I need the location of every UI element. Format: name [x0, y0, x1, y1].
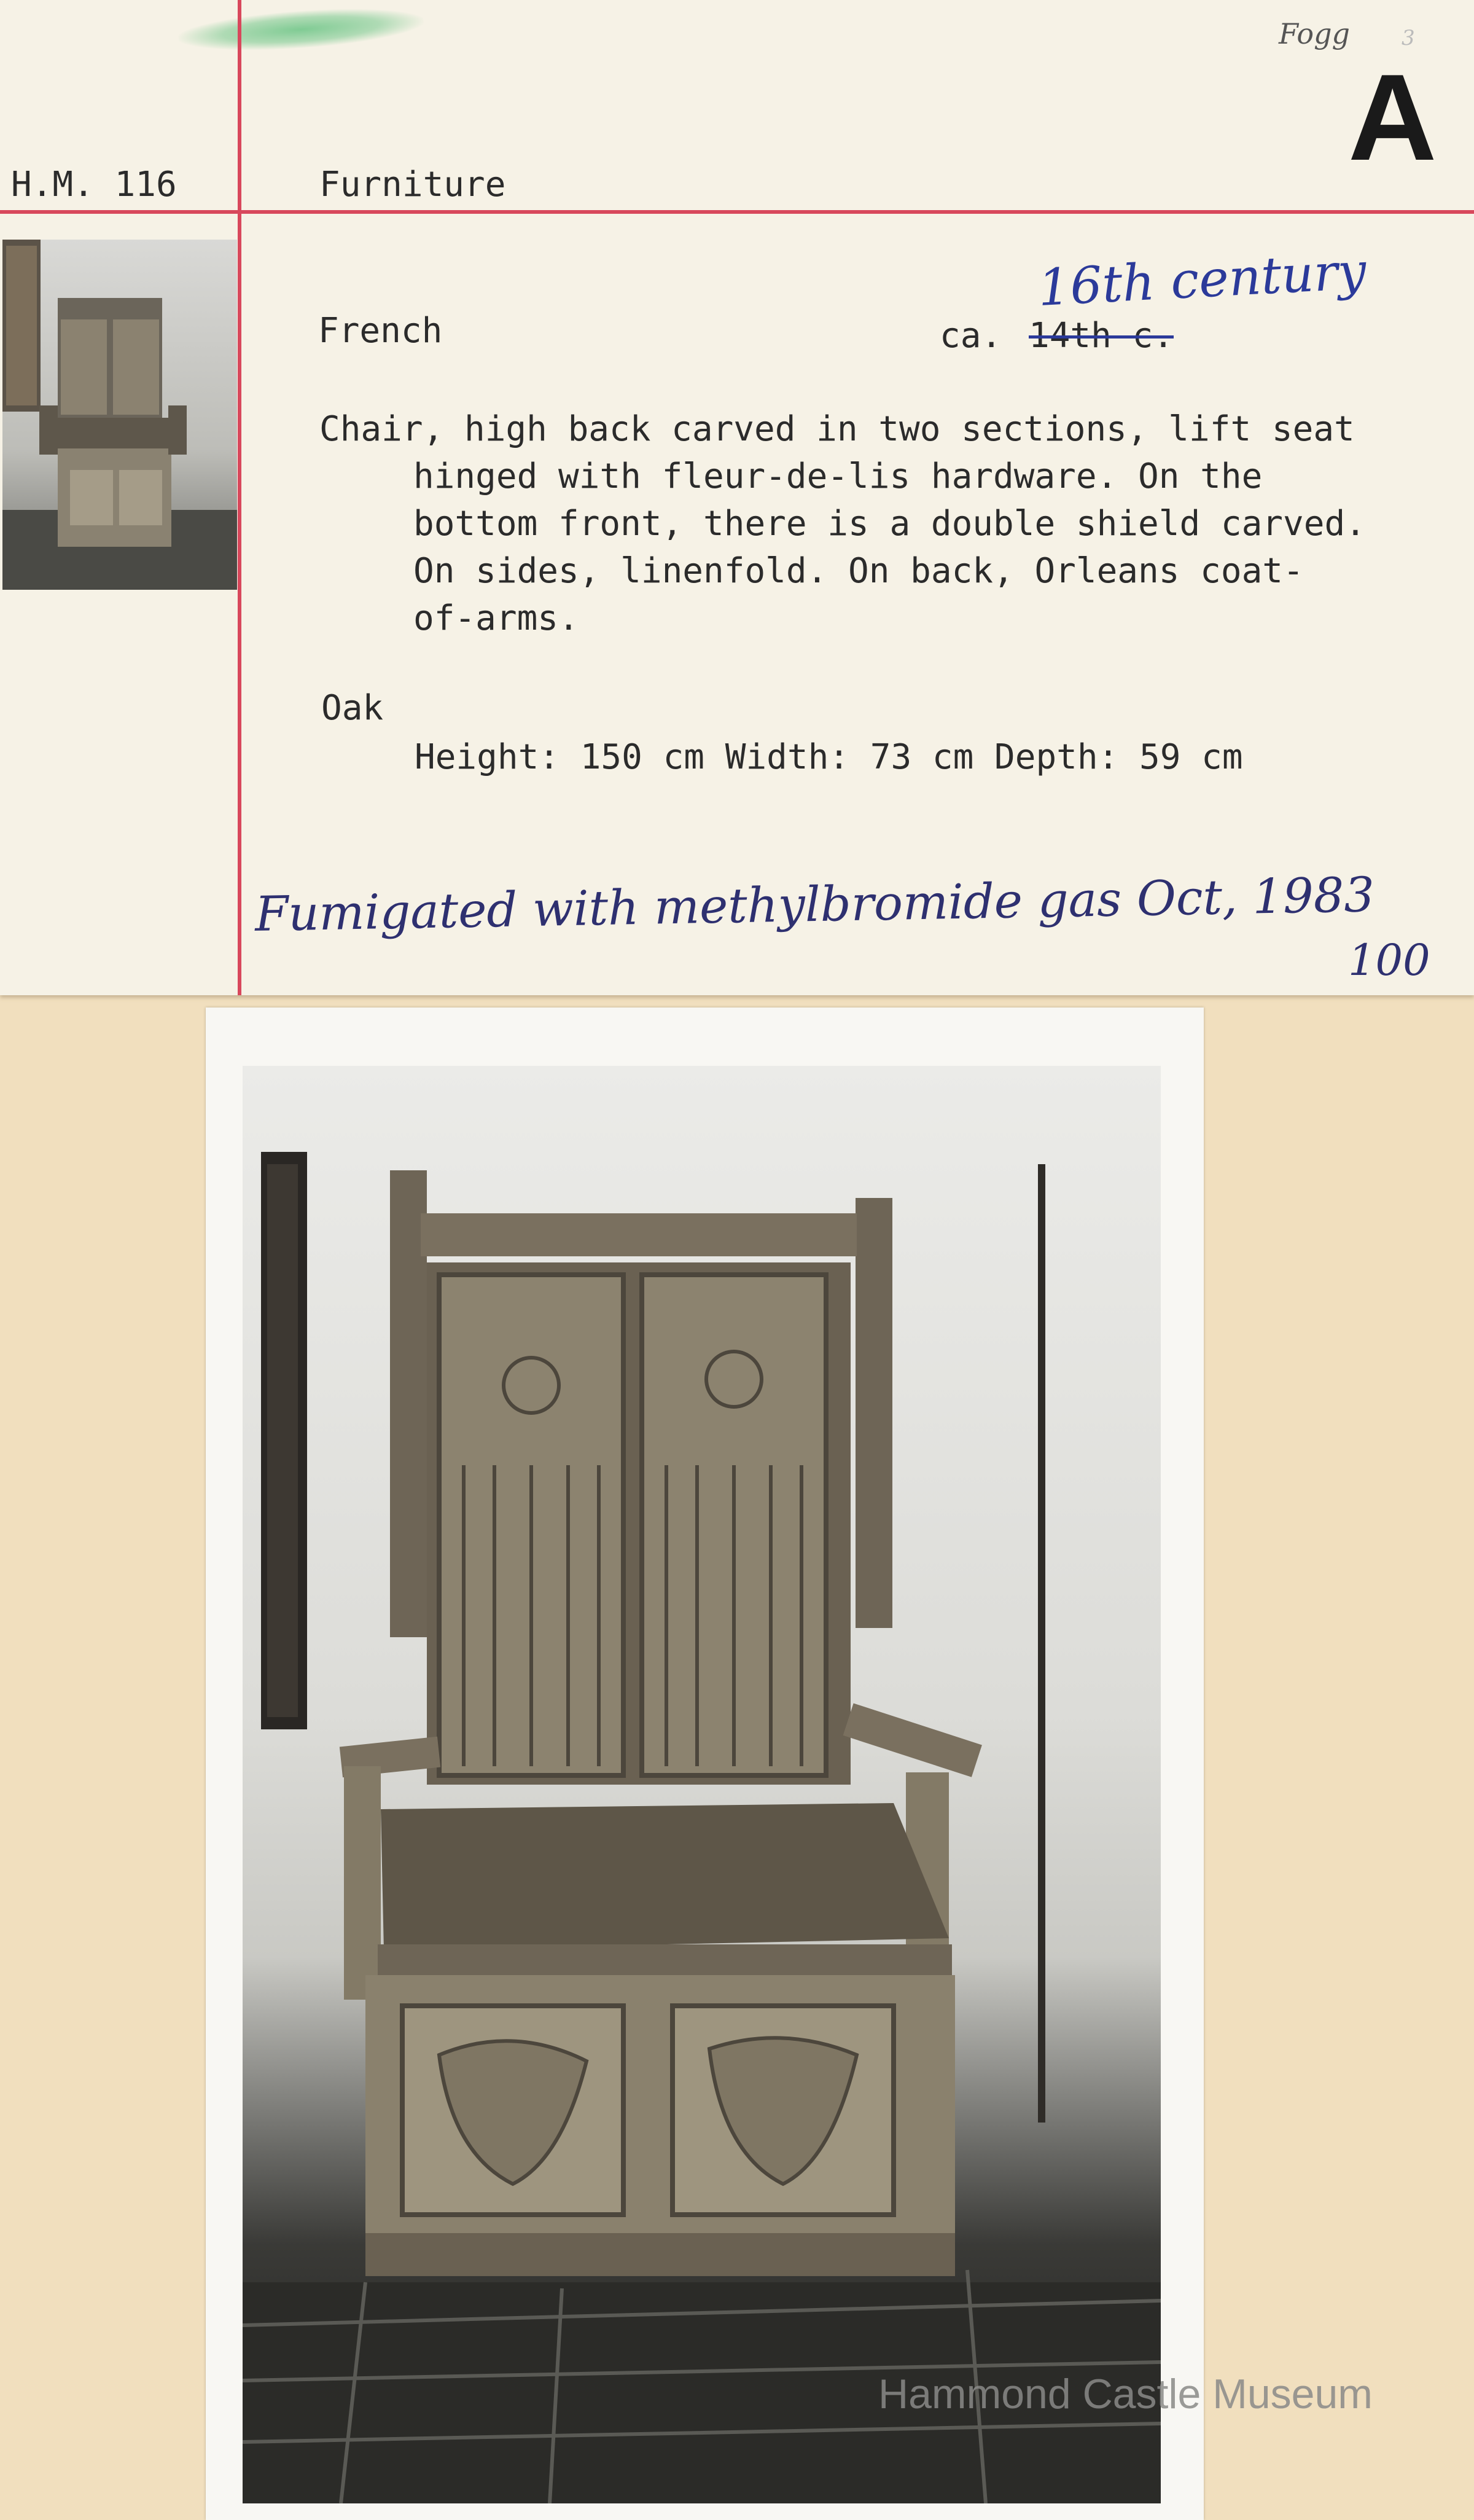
- corner-letter: A: [1348, 49, 1437, 186]
- origin-label: French: [318, 311, 443, 351]
- description-line: of-arms.: [413, 598, 579, 638]
- date-struck: 14th c.: [1029, 316, 1174, 356]
- corner-number: 3: [1402, 26, 1415, 50]
- page-number: 100: [1348, 935, 1430, 985]
- corner-note: Fogg: [1279, 17, 1350, 50]
- accession-number: H.M. 116: [11, 165, 177, 205]
- object-photograph: [206, 1008, 1204, 2520]
- fumigation-note: Fumigated with methylbromide gas Oct, 1983: [254, 867, 1375, 942]
- margin-rule: [238, 0, 241, 995]
- description-line: hinged with fleur-de-lis hardware. On the: [413, 456, 1263, 496]
- header-rule: [0, 210, 1474, 214]
- description-line: On sides, linenfold. On back, Orleans coat-: [413, 551, 1304, 591]
- photo-image: [243, 1066, 1161, 2503]
- dimensions: Height: 150 cm Width: 73 cm Depth: 59 cm: [415, 737, 1243, 777]
- date-prefix: ca.: [940, 316, 1002, 356]
- description-line: Chair, high back carved in two sections, lift seat: [319, 409, 1355, 449]
- material-label: Oak: [321, 688, 384, 728]
- museum-watermark: Hammond Castle Museum: [878, 2371, 1373, 2417]
- description-line: bottom front, there is a double shield carved.: [413, 504, 1366, 544]
- date-handwritten: 16th century: [1036, 242, 1368, 318]
- catalog-card: [0, 0, 1474, 995]
- green-marker-stroke: [177, 2, 424, 57]
- thumbnail-photo: [2, 240, 237, 590]
- object-description: [319, 405, 1366, 642]
- category-label: Furniture: [319, 165, 506, 205]
